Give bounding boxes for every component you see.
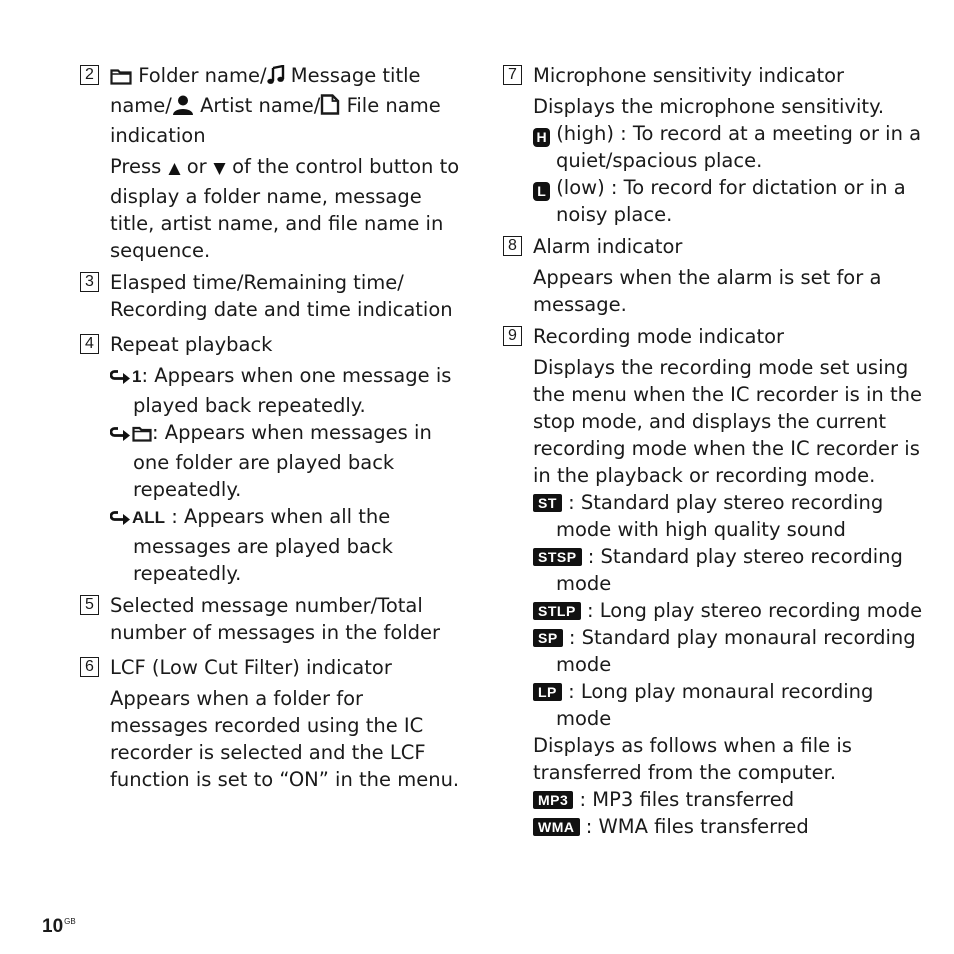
mode-entry: ST : Standard play stereo recording mode with high quality sound — [533, 489, 923, 543]
folder-icon — [110, 65, 132, 92]
item-8 — [503, 233, 923, 318]
transfer-entry: WMA : WMA files transferred — [533, 813, 923, 840]
sensitivity-high-entry: H (high) : To record at a meeting or in a quiet/spacious place. — [533, 120, 923, 174]
repeat-arrow-icon — [110, 422, 132, 449]
mode-badge: ST — [533, 494, 562, 512]
format-badge: MP3 — [533, 791, 573, 809]
item-number: 2 — [80, 65, 99, 85]
folder-icon — [132, 422, 152, 449]
item-body: Press or of the control button to display a folder name, message title, artist name, and file name in sequence. — [110, 155, 460, 262]
item-number: 7 — [503, 65, 522, 85]
triangle-down-icon — [213, 156, 226, 183]
transfer-entry: MP3 : MP3 files transferred — [533, 786, 923, 813]
repeat-all-entry: ALL : Appears when all the messages are played back repeatedly. — [110, 503, 460, 587]
repeat-arrow-icon — [110, 506, 132, 533]
mode-entry: SP : Standard play monaural recording mode — [533, 624, 923, 678]
item-6 — [80, 654, 460, 793]
repeat-folder-entry: : Appears when messages in one folder are played back repeatedly. — [110, 419, 460, 503]
item-number: 5 — [80, 595, 99, 615]
item-body: Appears when a folder for messages recorded using the IC recorder is selected and the LCF function is set to “ON” in the menu. — [110, 687, 460, 791]
page-suffix: GB — [64, 917, 76, 926]
mode-badge: STLP — [533, 602, 581, 620]
repeat-one-entry: 1: Appears when one message is played back repeatedly. — [110, 362, 460, 419]
person-icon — [172, 95, 194, 122]
item-title: Folder name/ Message title name/ Artist name/ File name indication — [110, 64, 441, 147]
item-5 — [80, 592, 460, 646]
item-body: Displays the microphone sensitivity. — [533, 95, 885, 118]
music-note-icon — [267, 65, 285, 92]
page-number: $10^{GB}$ — [42, 916, 76, 937]
item-title: LCF (Low Cut Filter) indicator — [110, 656, 392, 679]
item-7 — [503, 62, 923, 228]
item-title: Elasped time/Remaining time/ Recording date and time indication — [110, 271, 453, 321]
triangle-up-icon — [168, 156, 181, 183]
item-2 — [80, 62, 460, 264]
mode-entry: LP : Long play monaural recording mode — [533, 678, 923, 732]
right-column — [503, 62, 923, 840]
item-number: 6 — [80, 657, 99, 677]
repeat-arrow-icon — [110, 365, 132, 392]
item-number: 9 — [503, 326, 522, 346]
item-title: Alarm indicator — [533, 235, 683, 258]
item-number: 8 — [503, 236, 522, 256]
item-title: Repeat playback — [110, 333, 273, 356]
mode-badge: STSP — [533, 548, 582, 566]
item-title: Recording mode indicator — [533, 325, 785, 348]
mode-badge: LP — [533, 683, 562, 701]
left-column — [80, 62, 460, 793]
sensitivity-low-entry: L (low) : To record for dictation or in a noisy place. — [533, 174, 923, 228]
mode-badge: SP — [533, 629, 563, 647]
item-3 — [80, 269, 460, 323]
item-9 — [503, 323, 923, 840]
file-icon — [320, 94, 340, 122]
high-badge: H — [533, 128, 550, 147]
item-body: Displays the recording mode set using the menu when the IC recorder is in the stop mode, and displays the current recording mode when the IC recorder is in the playback or recording mode. — [533, 356, 922, 487]
low-badge: L — [533, 182, 550, 201]
format-badge: WMA — [533, 818, 580, 836]
item-title: Selected message number/Total number of messages in the folder — [110, 594, 441, 644]
transfer-intro: Displays as follows when a file is transferred from the computer. — [533, 734, 852, 784]
item-number: 3 — [80, 272, 99, 292]
item-title: Microphone sensitivity indicator — [533, 64, 845, 87]
item-4 — [80, 331, 460, 587]
mode-entry: STLP : Long play stereo recording mode — [533, 597, 923, 624]
item-number: 4 — [80, 334, 99, 354]
item-body: Appears when the alarm is set for a message. — [533, 266, 882, 316]
mode-entry: STSP : Standard play stereo recording mode — [533, 543, 923, 597]
